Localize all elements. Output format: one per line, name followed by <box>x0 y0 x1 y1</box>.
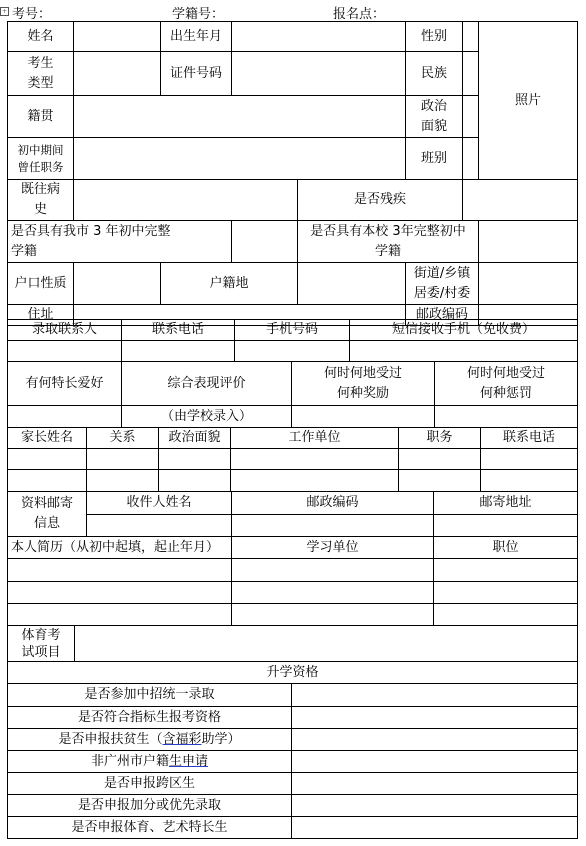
school3-label: 是否具有本校 3年完整初中 学籍 <box>298 221 479 263</box>
disabled-label: 是否残疾 <box>298 180 463 221</box>
poverty-label: 是否申报扶贫生（含福彩助学） <box>8 729 292 751</box>
history-label: 既往病 史 <box>8 180 74 221</box>
talent-label: 是否申报体育、艺术特长生 <box>8 817 292 839</box>
hobby-label: 有何特长爱好 <box>8 362 122 406</box>
address-label: 住址 <box>8 305 74 326</box>
exam-type-field[interactable] <box>74 52 161 96</box>
qualification-title: 升学资格 <box>8 662 578 684</box>
hukou-place-label: 户籍地 <box>161 263 298 305</box>
sms-field[interactable] <box>350 341 578 362</box>
photo-box[interactable]: 照片 <box>479 22 578 180</box>
contact-person-field[interactable] <box>8 341 122 362</box>
political-field[interactable] <box>463 96 479 138</box>
history-field[interactable] <box>74 180 298 221</box>
student-no-label: 学籍号： <box>172 7 225 22</box>
contact-person-label: 录取联系人 <box>8 320 122 341</box>
pe-label: 体育考 试项目 <box>8 626 75 662</box>
mail-postcode-field[interactable] <box>232 515 434 537</box>
resume-row[interactable] <box>8 559 578 582</box>
sms-label: 短信接收手机（免收费） <box>350 320 578 341</box>
id-field[interactable] <box>232 52 406 96</box>
by-school-note: （由学校录入） <box>122 406 292 428</box>
hukou-type-field[interactable] <box>74 263 161 305</box>
non-gz-label: 非广州市户籍生申请 <box>8 751 292 773</box>
parent-phone-header: 联系电话 <box>481 428 578 449</box>
mail-address-label: 邮寄地址 <box>434 492 578 515</box>
native-field[interactable] <box>74 96 406 138</box>
overall-label: 综合表现评价 <box>122 362 292 406</box>
birth-field[interactable] <box>232 22 406 52</box>
street-label: 街道/乡镇 居委/村委 <box>406 263 479 305</box>
mail-table <box>7 491 578 537</box>
hukou-place-field[interactable] <box>298 263 406 305</box>
cross-district-label: 是否申报跨区生 <box>8 773 292 795</box>
city3-label: 是否具有我市 3 年初中完整 学籍 <box>8 221 232 263</box>
ethnic-label: 民族 <box>406 52 463 96</box>
receiver-label: 收件人姓名 <box>87 492 232 515</box>
relation-header: 关系 <box>87 428 159 449</box>
mobile-field[interactable] <box>235 341 350 362</box>
quota-field[interactable] <box>292 707 578 729</box>
punish-label: 何时何地受过 何种惩罚 <box>435 362 578 406</box>
pe-table <box>7 625 578 662</box>
cross-district-field[interactable] <box>292 773 578 795</box>
exam-no-label: 考号： <box>12 7 52 22</box>
table-move-anchor-icon[interactable]: + <box>1 8 8 15</box>
mail-label: 资料邮寄 信息 <box>8 492 87 537</box>
non-gz-field[interactable] <box>292 751 578 773</box>
ethnic-field[interactable] <box>463 52 479 96</box>
city3-field[interactable] <box>232 221 298 263</box>
pe-field[interactable] <box>75 626 578 662</box>
duty-field[interactable] <box>74 138 406 180</box>
contact-eval-table <box>7 319 578 428</box>
id-label: 证件号码 <box>161 52 232 96</box>
qualification-table <box>7 661 578 839</box>
native-label: 籍贯 <box>8 96 74 138</box>
parent-row[interactable] <box>8 449 578 470</box>
class-label: 班别 <box>406 138 463 180</box>
punish-field[interactable] <box>435 406 578 428</box>
birth-label: 出生年月 <box>161 22 232 52</box>
duty-label: 初中期间 曾任职务 <box>8 138 74 180</box>
mail-postcode-label: 邮政编码 <box>232 492 434 515</box>
contact-phone-label: 联系电话 <box>122 320 235 341</box>
talent-field[interactable] <box>292 817 578 839</box>
gender-label: 性别 <box>406 22 463 52</box>
quota-label: 是否符合指标生报考资格 <box>8 707 292 729</box>
political-label: 政治 面貌 <box>406 96 463 138</box>
exam-type-label: 考生 类型 <box>8 52 74 96</box>
workplace-header: 工作单位 <box>231 428 399 449</box>
parent-name-header: 家长姓名 <box>8 428 87 449</box>
name-field[interactable] <box>74 22 161 52</box>
gender-field[interactable] <box>463 22 479 52</box>
school3-field[interactable] <box>479 221 578 263</box>
parent-row[interactable] <box>8 470 578 492</box>
mail-address-field[interactable] <box>434 515 578 537</box>
job-header: 职务 <box>399 428 481 449</box>
disabled-field[interactable] <box>463 180 578 221</box>
hobby-field[interactable] <box>8 406 122 428</box>
street-field[interactable] <box>479 263 578 305</box>
parent-political-header: 政治面貌 <box>159 428 231 449</box>
postcode-label: 邮政编码 <box>406 305 479 326</box>
unified-admission-field[interactable] <box>292 684 578 707</box>
award-field[interactable] <box>292 406 435 428</box>
receiver-field[interactable] <box>87 515 232 537</box>
unified-admission-label: 是否参加中招统一录取 <box>8 684 292 707</box>
study-unit-header: 学习单位 <box>232 537 434 559</box>
bonus-label: 是否申报加分或优先录取 <box>8 795 292 817</box>
site-label: 报名点： <box>333 7 386 22</box>
bonus-field[interactable] <box>292 795 578 817</box>
resume-row[interactable] <box>8 604 578 626</box>
resume-table <box>7 536 578 626</box>
contact-phone-field[interactable] <box>122 341 235 362</box>
basic-info-table <box>7 21 578 326</box>
award-label: 何时何地受过 何种奖励 <box>292 362 435 406</box>
hukou-type-label: 户口性质 <box>8 263 74 305</box>
name-label: 姓名 <box>8 22 74 52</box>
class-field[interactable] <box>463 138 479 180</box>
position-header: 职位 <box>434 537 578 559</box>
resume-label: 本人简历（从初中起填，起止年月） <box>8 537 232 559</box>
resume-row[interactable] <box>8 582 578 604</box>
parents-table <box>7 427 578 492</box>
poverty-field[interactable] <box>292 729 578 751</box>
mobile-label: 手机号码 <box>235 320 350 341</box>
